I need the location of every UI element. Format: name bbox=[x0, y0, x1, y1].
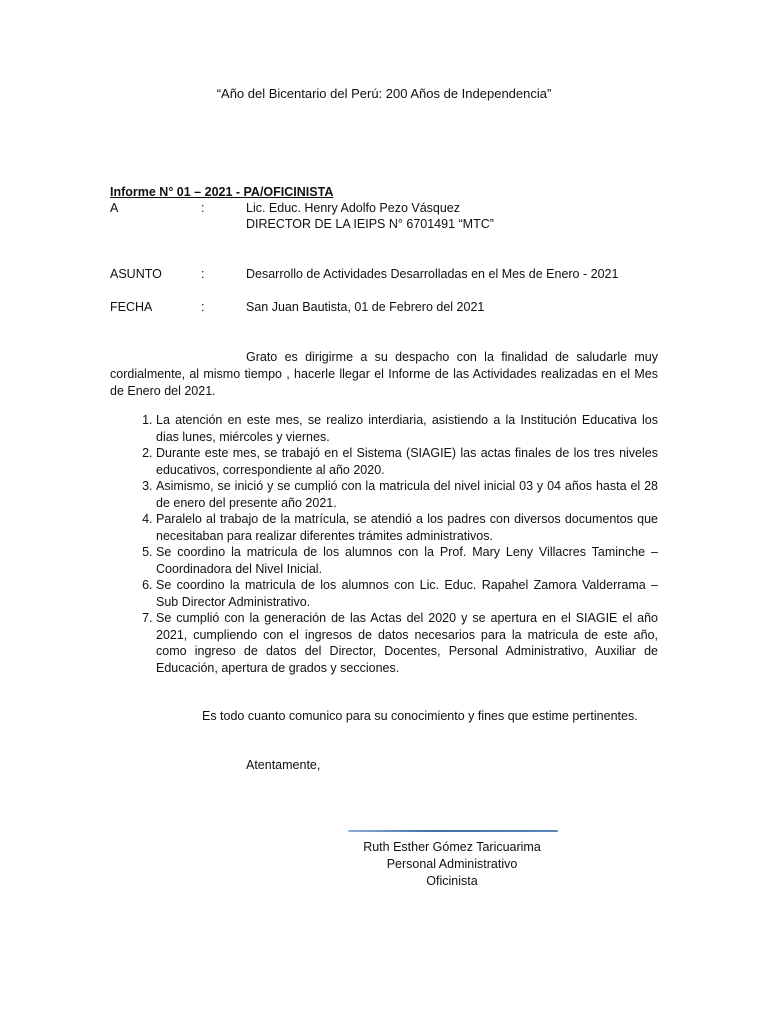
date-colon: : bbox=[201, 300, 205, 314]
to-label: A bbox=[110, 201, 119, 215]
subject-colon: : bbox=[201, 267, 205, 281]
activity-item: 4. Paralelo al trabajo de la matrícula, se atendió a los padres con diversos documentos que necesitaban para realizar diferentes trámites administrativos. bbox=[156, 511, 658, 544]
document-heading: “Año del Bicentario del Perú: 200 Años de Independencia” bbox=[216, 86, 552, 101]
intro-text: Grato es dirigirme a su despacho con la finalidad de saludarle muy cordialmente, al mismo tiempo , hacerle llegar el Informe de las Actividades realizadas en el Mes de Enero del 2021. bbox=[110, 350, 658, 398]
to-colon: : bbox=[201, 201, 205, 215]
signer-title: Oficinista bbox=[426, 874, 478, 888]
activity-item: 1. La atención en este mes, se realizo interdiaria, asistiendo a la Institución Educativa los dias lunes, miércoles y viernes. bbox=[156, 412, 658, 445]
subject-label: ASUNTO bbox=[110, 267, 162, 281]
report-reference: Informe N° 01 – 2021 - PA/OFICINISTA bbox=[110, 185, 334, 199]
signer-name: Ruth Esther Gómez Taricuarima bbox=[363, 840, 541, 854]
regards: Atentamente, bbox=[246, 758, 321, 772]
subject-text: Desarrollo de Actividades Desarrolladas en el Mes de Enero - 2021 bbox=[246, 267, 619, 281]
activity-item: 2. Durante este mes, se trabajó en el Sistema (SIAGIE) las actas finales de los tres niveles educativos, correspondiente al año 2020. bbox=[156, 445, 658, 478]
activity-item: 5. Se coordino la matricula de los alumnos con la Prof. Mary Leny Villacres Taminche – Coordinadora del Nivel Inicial. bbox=[156, 544, 658, 577]
activity-item: 7. Se cumplió con la generación de las Actas del 2020 y se apertura en el SIAGIE el año 2021, cumpliendo con el ingresos de datos necesarios para la matricula de este año, como ingreso de datos del Director, Docentes, Personal Administrativo, Auxiliar de Educación, apertura de grados y secciones. bbox=[156, 610, 658, 676]
intro-paragraph bbox=[110, 349, 658, 400]
closing-text: Es todo cuanto comunico para su conocimiento y fines que estime pertinentes. bbox=[202, 709, 638, 723]
activity-item: 6. Se coordino la matricula de los alumnos con Lic. Educ. Rapahel Zamora Valderrama – Sub Director Administrativo. bbox=[156, 577, 658, 610]
date-label: FECHA bbox=[110, 300, 153, 314]
activities-list bbox=[110, 412, 658, 676]
activity-item: 3. Asimismo, se inició y se cumplió con la matricula del nivel inicial 03 y 04 años hasta el 28 de enero del presente año 2021. bbox=[156, 478, 658, 511]
signature-line bbox=[348, 830, 558, 832]
signer-role: Personal Administrativo bbox=[386, 857, 518, 871]
closing-paragraph bbox=[110, 708, 658, 725]
recipient-name: Lic. Educ. Henry Adolfo Pezo Vásquez bbox=[246, 201, 461, 215]
date-text: San Juan Bautista, 01 de Febrero del 2021 bbox=[246, 300, 485, 314]
recipient-position: DIRECTOR DE LA IEIPS N° 6701491 “MTC” bbox=[246, 217, 494, 231]
